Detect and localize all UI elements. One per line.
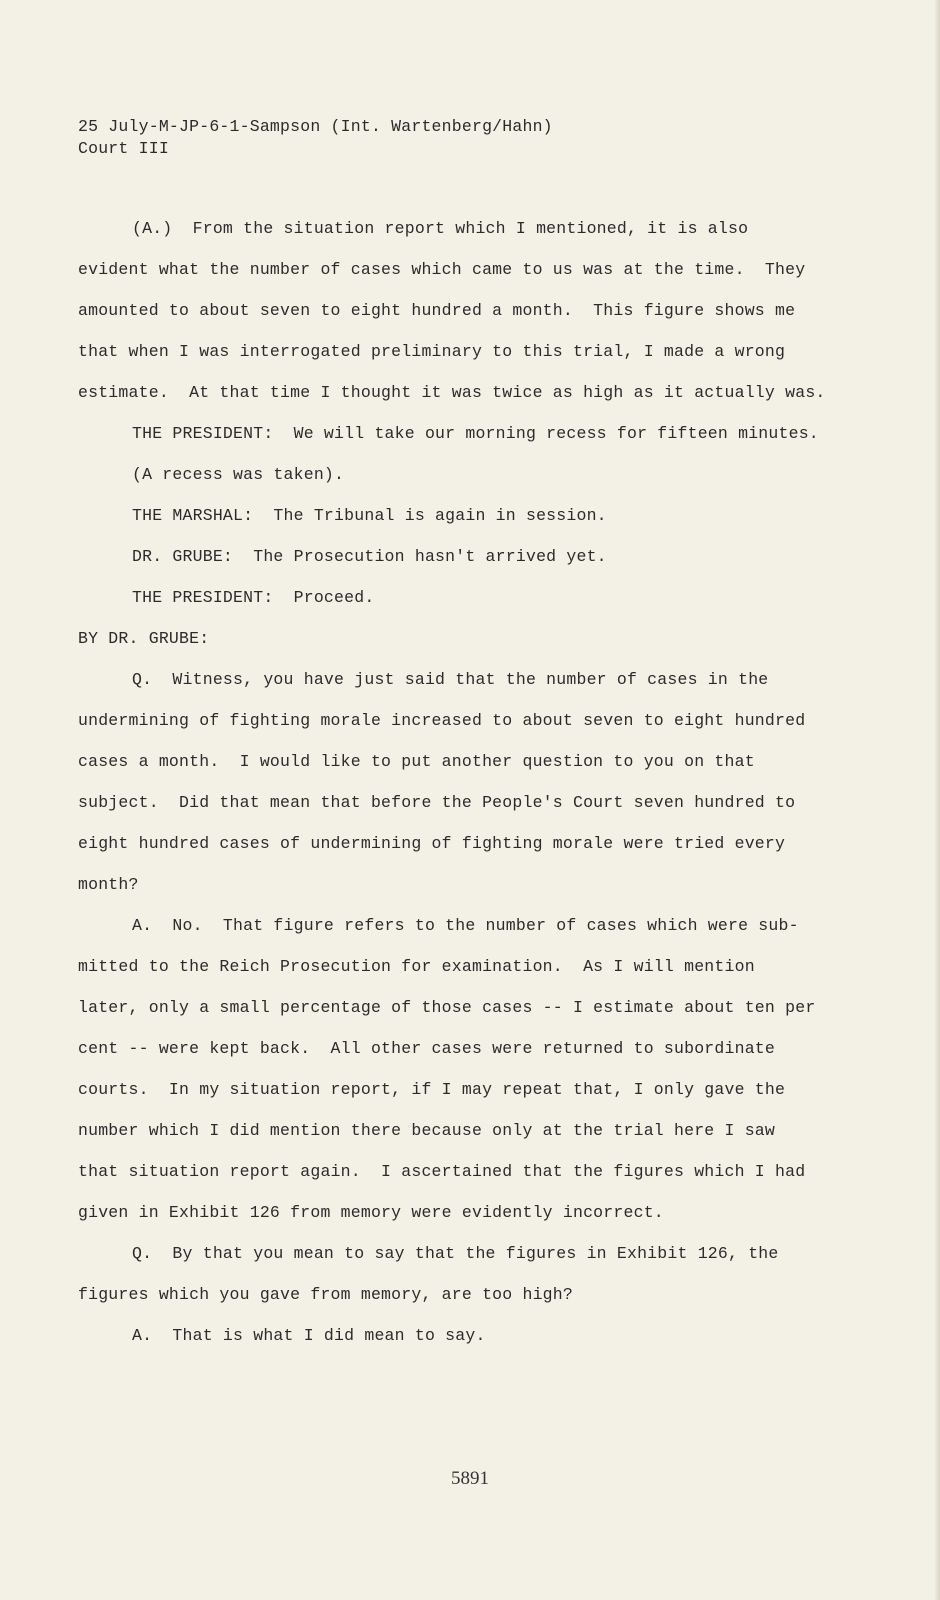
- transcript-line: courts. In my situation report, if I may repeat that, I only gave the: [78, 1080, 786, 1099]
- transcript-line: subject. Did that mean that before the People's Court seven hundred to: [78, 793, 796, 812]
- transcript-line: cases a month. I would like to put another question to you on that: [78, 752, 755, 771]
- transcript-line: evident what the number of cases which came to us was at the time. They: [78, 260, 806, 279]
- transcript-line: figures which you gave from memory, are too high?: [78, 1285, 573, 1304]
- transcript-line: THE MARSHAL: The Tribunal is again in session.: [132, 506, 607, 525]
- transcript-line: amounted to about seven to eight hundred a month. This figure shows me: [78, 301, 796, 320]
- transcript-line: THE PRESIDENT: Proceed.: [132, 588, 375, 607]
- transcript-line: estimate. At that time I thought it was twice as high as it actually was.: [78, 383, 826, 402]
- transcript-line: (A.) From the situation report which I mentioned, it is also: [132, 219, 749, 238]
- page-number: 5891: [451, 1468, 489, 1489]
- transcript-line: THE PRESIDENT: We will take our morning recess for fifteen minutes.: [132, 424, 819, 443]
- transcript-line: given in Exhibit 126 from memory were evidently incorrect.: [78, 1203, 664, 1222]
- transcript-line: mitted to the Reich Prosecution for examination. As I will mention: [78, 957, 755, 976]
- transcript-line: BY DR. GRUBE:: [78, 629, 210, 648]
- transcript-line: DR. GRUBE: The Prosecution hasn't arrived yet.: [132, 547, 607, 566]
- transcript-line: (A recess was taken).: [132, 465, 345, 484]
- document-header: [78, 116, 553, 160]
- transcript-line: month?: [78, 875, 139, 894]
- transcript-line: A. No. That figure refers to the number of cases which were sub-: [132, 916, 799, 935]
- transcript-line: eight hundred cases of undermining of fighting morale were tried every: [78, 834, 786, 853]
- header-session-line: 25 July-M-JP-6-1-Sampson (Int. Wartenberg/Hahn): [78, 117, 553, 136]
- header-court-line: Court III: [78, 139, 169, 158]
- transcript-line: Q. Witness, you have just said that the number of cases in the: [132, 670, 769, 689]
- transcript-line: later, only a small percentage of those cases -- I estimate about ten per: [78, 998, 816, 1017]
- transcript-line: that when I was interrogated preliminary to this trial, I made a wrong: [78, 342, 786, 361]
- transcript-line: cent -- were kept back. All other cases were returned to subordinate: [78, 1039, 776, 1058]
- page-edge-shadow: [934, 0, 940, 1600]
- transcript-line: undermining of fighting morale increased to about seven to eight hundred: [78, 711, 806, 730]
- transcript-line: that situation report again. I ascertained that the figures which I had: [78, 1162, 806, 1181]
- transcript-body: [78, 208, 838, 1356]
- transcript-line: A. That is what I did mean to say.: [132, 1326, 486, 1345]
- transcript-line: Q. By that you mean to say that the figures in Exhibit 126, the: [132, 1244, 779, 1263]
- transcript-line: number which I did mention there because only at the trial here I saw: [78, 1121, 776, 1140]
